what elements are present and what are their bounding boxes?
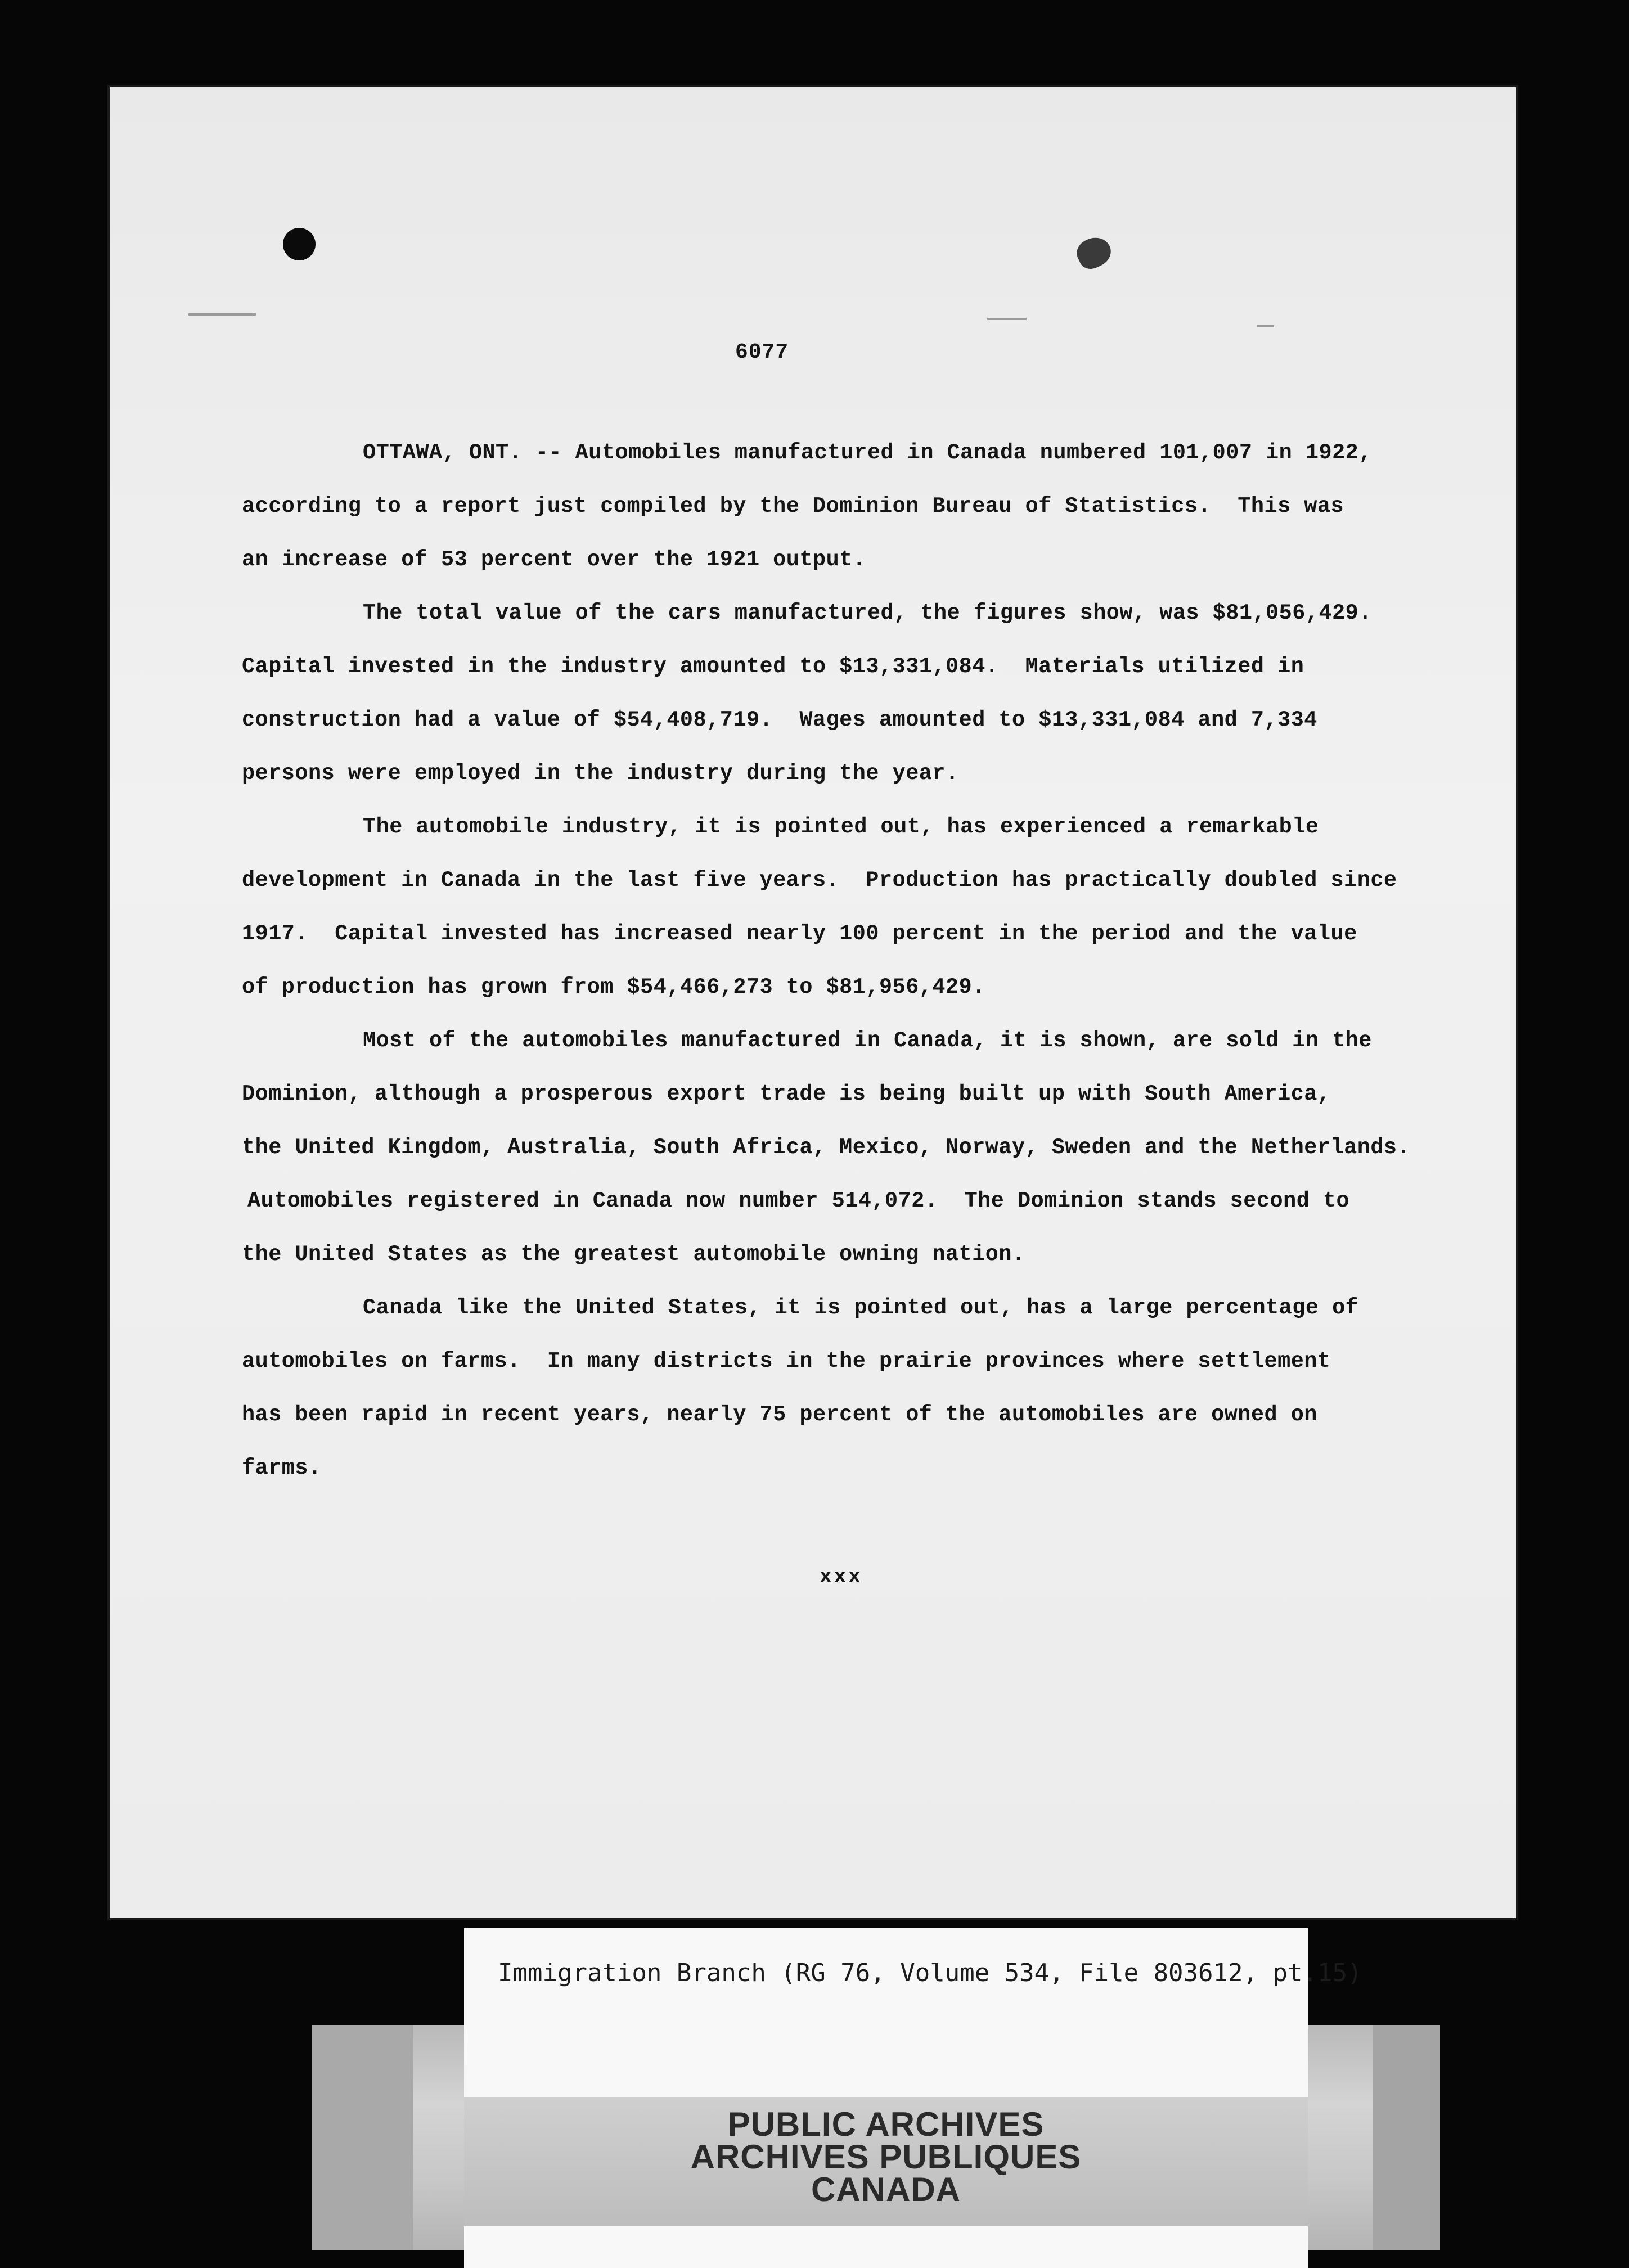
text-line: The automobile industry, it is pointed out, has experienced a remarkable <box>363 814 1319 839</box>
text-line: Capital invested in the industry amounted to $13,331,084. Materials utilized in <box>242 654 1304 679</box>
text-line: Canada like the United States, it is pointed out, has a large percentage of <box>363 1295 1359 1320</box>
text-line: automobiles on farms. In many districts in the prairie provinces where settlement <box>242 1349 1331 1374</box>
text-line: 1917. Capital invested has increased nearly 100 percent in the period and the value <box>242 921 1357 946</box>
stamp-line: CANADA <box>811 2171 961 2208</box>
text-line: of production has grown from $54,466,273 to $81,956,429. <box>242 975 986 1000</box>
text-line: according to a report just compiled by the Dominion Bureau of Statistics. This was <box>242 494 1344 519</box>
text-line: OTTAWA, ONT. -- Automobiles manufactured in Canada numbered 101,007 in 1922, <box>363 440 1372 465</box>
text-line: Dominion, although a prosperous export trade is being built up with South America, <box>242 1082 1331 1106</box>
edge-mark <box>987 318 1027 320</box>
strip-shadow-right <box>1372 2025 1440 2250</box>
text-line: The total value of the cars manufactured, the figures show, was $81,056,429. <box>363 601 1372 626</box>
edge-mark <box>1257 325 1274 327</box>
typewritten-page <box>110 87 1516 1918</box>
archive-stamp <box>464 2105 1308 2208</box>
text-line: the United States as the greatest automobile owning nation. <box>242 1242 1025 1267</box>
ink-blot <box>1073 232 1115 273</box>
text-line: development in Canada in the last five years. Production has practically doubled since <box>242 868 1397 893</box>
stamp-line: PUBLIC ARCHIVES <box>727 2105 1045 2143</box>
text-line: Automobiles registered in Canada now number 514,072. The Dominion stands second to <box>248 1189 1350 1213</box>
text-line: has been rapid in recent years, nearly 75 percent of the automobiles are owned on <box>242 1402 1317 1427</box>
punch-hole <box>283 228 316 260</box>
text-line: the United Kingdom, Australia, South Africa, Mexico, Norway, Sweden and the Netherlands. <box>242 1135 1411 1160</box>
text-line: Most of the automobiles manufactured in Canada, it is shown, are sold in the <box>363 1028 1372 1053</box>
text-line: an increase of 53 percent over the 1921 output. <box>242 547 866 572</box>
text-line: farms. <box>242 1456 322 1480</box>
strip-shadow-left <box>312 2025 413 2250</box>
page-number: 6077 <box>735 340 789 364</box>
stamp-line: ARCHIVES PUBLIQUES <box>690 2138 1082 2176</box>
archive-label <box>464 1928 1362 2268</box>
archive-caption: Immigration Branch (RG 76, Volume 534, File 803612, pt.15) <box>498 1959 1362 1987</box>
edge-mark <box>188 313 256 316</box>
text-line: construction had a value of $54,408,719. Wages amounted to $13,331,084 and 7,334 <box>242 708 1317 732</box>
end-mark: xxx <box>820 1565 863 1588</box>
text-line: persons were employed in the industry during the year. <box>242 761 959 786</box>
